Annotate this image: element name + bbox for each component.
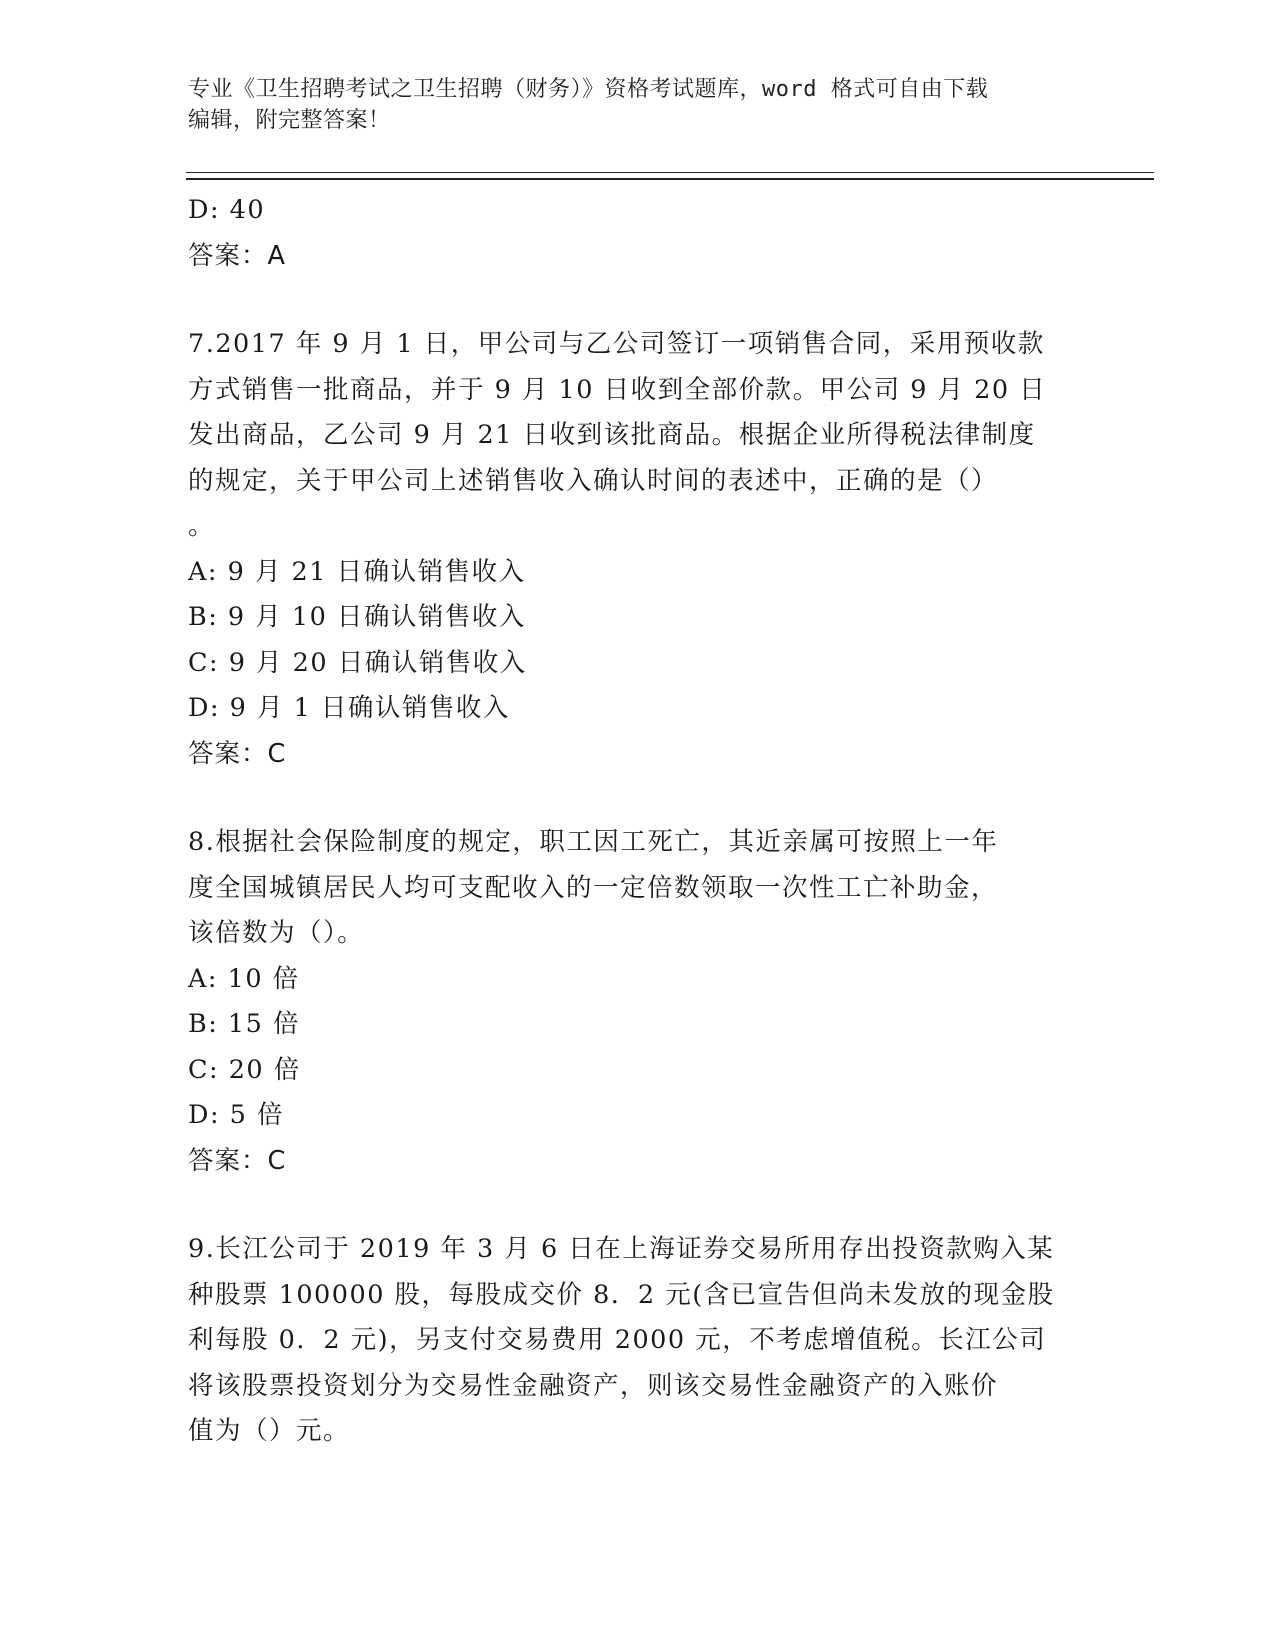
- option-d: D: 9 月 1 日确认销售收入: [188, 693, 510, 723]
- spacer: [188, 777, 1088, 820]
- question-stem-line: 利每股 0．2 元)，另支付交易费用 2000 元，不考虑增值税。长江公司: [188, 1325, 1047, 1355]
- question-stem-line: 9.长江公司于 2019 年 3 月 6 日在上海证券交易所用存出投资款购入某: [188, 1234, 1055, 1264]
- question-stem-line: 。: [188, 511, 216, 541]
- option-c: C: 20 倍: [188, 1054, 301, 1085]
- header-divider-thick: [186, 178, 1154, 180]
- option-b: B: 15 倍: [188, 1009, 300, 1039]
- question-stem-line: 度全国城镇居民人均可支配收入的一定倍数领取一次性工亡补助金，: [188, 872, 999, 903]
- header-line: 编辑，附完整答案！: [188, 108, 391, 133]
- option-a: A: 9 月 21 日确认销售收入: [188, 556, 526, 587]
- document-body: [188, 188, 1088, 1455]
- header-divider-thin: [186, 172, 1154, 173]
- question-stem-line: 的规定，关于甲公司上述销售收入确认时间的表述中，正确的是（）: [188, 465, 999, 496]
- question-stem-line: 值为（）元。: [188, 1416, 351, 1446]
- option-a: A: 10 倍: [188, 963, 300, 994]
- spacer: [188, 1184, 1088, 1227]
- question-7: [188, 322, 1088, 777]
- answer-line: 答案：C: [188, 738, 287, 769]
- question-stem-line: 8.根据社会保险制度的规定，职工因工死亡，其近亲属可按照上一年: [188, 827, 999, 857]
- option-b: B: 9 月 10 日确认销售收入: [188, 602, 526, 632]
- question-6-tail: [188, 188, 1088, 279]
- page-header: [188, 74, 1088, 136]
- option-d: D: 40: [188, 195, 266, 225]
- answer-line: 答案：A: [188, 240, 286, 271]
- option-d: D: 5 倍: [188, 1100, 284, 1130]
- question-stem-line: 该倍数为（）。: [188, 918, 365, 948]
- question-8: [188, 820, 1088, 1184]
- question-9: [188, 1227, 1088, 1455]
- question-stem-line: 种股票 100000 股，每股成交价 8．2 元(含已宣告但尚未发放的现金股: [188, 1279, 1055, 1310]
- answer-line: 答案：C: [188, 1145, 287, 1176]
- question-stem-line: 7.2017 年 9 月 1 日，甲公司与乙公司签订一项销售合同，采用预收款: [188, 329, 1045, 359]
- question-stem-line: 方式销售一批商品，并于 9 月 10 日收到全部价款。甲公司 9 月 20 日: [188, 374, 1047, 405]
- question-stem-line: 发出商品，乙公司 9 月 21 日收到该批商品。根据企业所得税法律制度: [188, 420, 1036, 450]
- spacer: [188, 279, 1088, 322]
- option-c: C: 9 月 20 日确认销售收入: [188, 647, 527, 678]
- header-line: 专业《卫生招聘考试之卫生招聘（财务）》资格考试题库，word 格式可自由下载: [188, 77, 989, 102]
- question-stem-line: 将该股票投资划分为交易性金融资产，则该交易性金融资产的入账价: [188, 1370, 999, 1401]
